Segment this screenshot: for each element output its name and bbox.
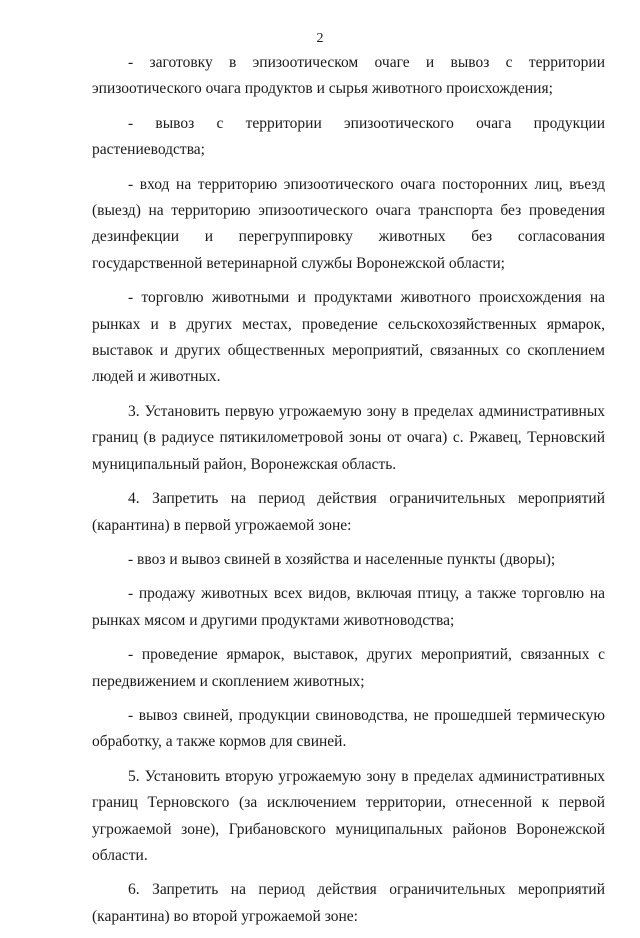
paragraph-list-item: - вывоз свиней, продукции свиноводства, не прошедшей термическую обработку, а также кормов для свиней. [92,706,605,751]
paragraph-list-item: - торговлю животными и продуктами животного происхождения на рынках и в других местах, проведение сельскохозяйственных ярмарок, выставок и других общественных мероприятий, связанных со скоплением людей и животных. [92,289,605,386]
paragraph-clause-3: 3. Установить первую угрожаемую зону в пределах административных границ (в радиусе пятикилометровой зоны от очага) с. Ржавец, Терновский муниципальный район, Воронежская область. [92,402,605,473]
paragraph-list-item: - заготовку в эпизоотическом очаге и вывоз с территории эпизоотического очага продуктов и сырья животного происхождения; [92,54,605,98]
paragraph-list-item: - продажу животных всех видов, включая птицу, а также торговлю на рынках мясом и другими продуктами животноводства; [92,585,605,629]
paragraph-list-item: - проведение ярмарок, выставок, других мероприятий, связанных с передвижением и скоплением животных; [92,646,605,690]
paragraph-list-item: - вывоз с территории эпизоотического очага продукции растениеводства; [92,114,605,159]
paragraph-clause-4: 4. Запретить на период действия ограничительных мероприятий (карантина) в первой угрожаемой зоне: [92,490,605,534]
document-body [92,50,605,938]
paragraph-clause-6: 6. Запретить на период действия ограничительных мероприятий (карантина) во второй угрожаемой зоне: [92,881,605,925]
paragraph-clause-5: 5. Установить вторую угрожаемую зону в пределах административных границ Терновского (за исключением территории, отнесенной к первой угрожаемой зоне), Грибановского муниципальных районов Воронежской области. [92,767,605,864]
paragraph-list-item: - вход на территорию эпизоотического очага посторонних лиц, въезд (выезд) на территорию эпизоотического очага транспорта без проведения дезинфекции и перегруппировку животных без согласования государственной ветеринарной службы Воронежской области; [92,175,605,272]
paragraph-list-item: - ввоз и вывоз свиней в хозяйства и населенные пункты (дворы); [128,550,556,568]
page-number: 2 [316,31,324,46]
